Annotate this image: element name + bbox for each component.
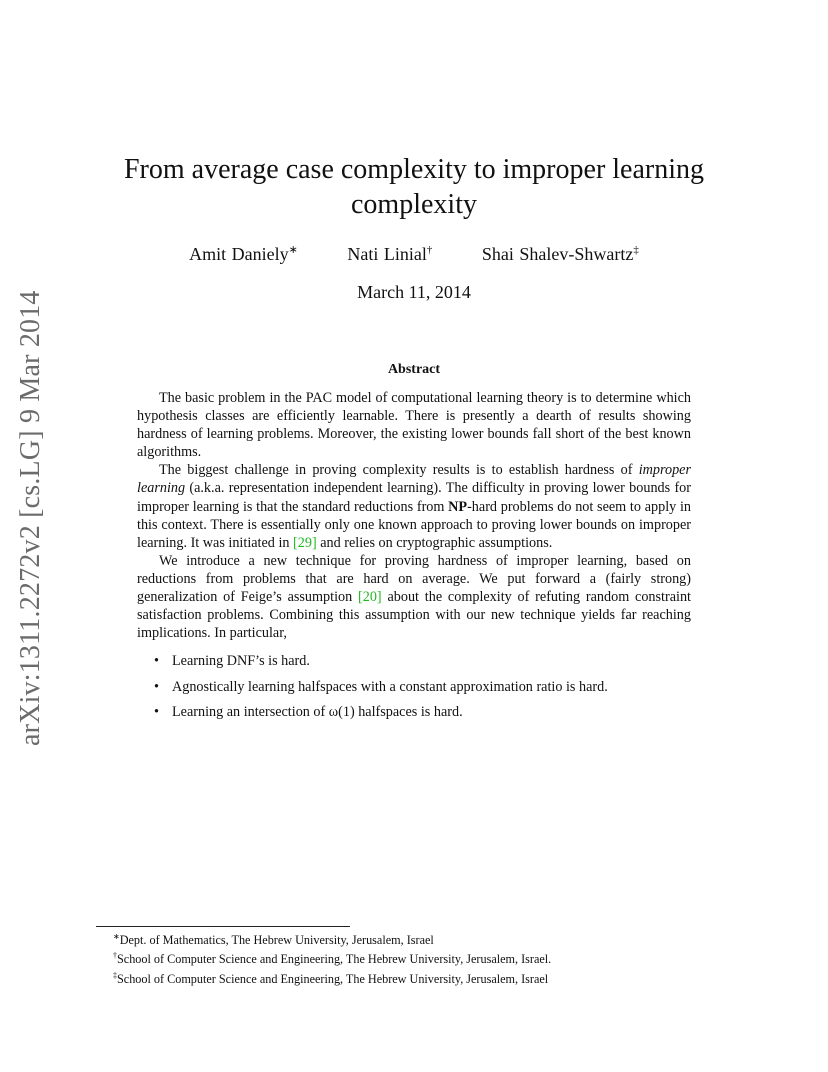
author-2 [347, 244, 432, 264]
list-item-text: Agnostically learning halfspaces with a constant approximation ratio is hard. [172, 678, 608, 695]
author-name: Amit Daniely [189, 244, 289, 264]
footnote-1 [113, 929, 733, 948]
text-run: We introduce a new technique for proving hardness of improper learning, based on reductions from problems that are hard on average. We put forward a (fairly strong) generalization of Feige’s assumption [137, 552, 691, 606]
abstract-body [137, 389, 691, 729]
list-item [154, 678, 691, 696]
text-run: -hard problems do not seem to apply in this context. There is essentially only one known approach to proving lower bounds on improper learning. It was initiated in [137, 498, 691, 551]
footnote-text: School of Computer Science and Engineering, The Hebrew University, Jerusalem, Israel [117, 972, 549, 986]
implications-list [137, 652, 691, 721]
bullet-icon: • [154, 678, 159, 695]
text-run: about the complexity of refuting random constraint satisfaction problems. Combining this assumption with our new technique yields far reaching implications. In particular, [137, 589, 691, 642]
publication-date: March 11, 2014 [357, 282, 471, 302]
bullet-icon: • [154, 704, 159, 721]
author-footnote-mark: ‡ [633, 244, 639, 256]
citation-link-29[interactable]: [29] [293, 534, 317, 551]
arxiv-identifier-stamp: arXiv:1311.2272v2 [cs.LG] 9 Mar 2014 [15, 290, 46, 746]
footnote-divider [96, 926, 350, 927]
abstract-heading: Abstract [387, 362, 441, 377]
list-item [154, 703, 691, 721]
text-run: (a.k.a. representation independent learning). The difficulty in proving lower bounds for improper learning is that the standard reductions from [137, 480, 691, 515]
bullet-icon: • [154, 653, 159, 670]
footnote-mark: ∗ [113, 932, 120, 941]
text-run: The biggest challenge in proving complexity results is to establish hardness of [159, 462, 639, 479]
author-3 [482, 244, 639, 264]
abstract-paragraph-3 [137, 552, 691, 642]
list-item-text: Learning an intersection of ω(1) halfspaces is hard. [172, 704, 463, 721]
abstract-paragraph-2 [137, 461, 691, 551]
footnote-text: Dept. of Mathematics, The Hebrew University, Jerusalem, Israel [119, 933, 434, 948]
author-1 [189, 244, 298, 264]
author-footnote-mark: † [426, 244, 433, 256]
footnotes [113, 929, 733, 987]
abstract-paragraph-1: The basic problem in the PAC model of computational learning theory is to determine which hypothesis classes are efficiently learnable. There is presently a dearth of results showing hardness of learning problems. Moreover, the existing lower bounds fall short of the best known algorithms. [137, 390, 691, 461]
footnote-2 [113, 948, 733, 967]
list-item-text: Learning DNF’s is hard. [172, 653, 310, 670]
footnote-mark: ‡ [113, 970, 117, 980]
footnote-3 [113, 968, 733, 987]
paper-title: From average case complexity to improper learning complexity [123, 154, 704, 220]
author-name: Nati Linial [347, 244, 427, 264]
text-run: and relies on cryptographic assumptions. [316, 534, 553, 551]
author-footnote-mark: ∗ [288, 244, 298, 256]
footnote-text: School of Computer Science and Engineering, The Hebrew University, Jerusalem, Israel. [117, 952, 552, 967]
bold-np: NP [448, 498, 468, 515]
footnote-mark: † [113, 951, 117, 961]
list-item [154, 652, 691, 670]
author-list [90, 243, 738, 265]
citation-link-20[interactable]: [20] [358, 589, 382, 606]
emphasis-improper-learning: improper learning [137, 462, 691, 497]
author-name: Shai Shalev-Shwartz [481, 244, 634, 264]
